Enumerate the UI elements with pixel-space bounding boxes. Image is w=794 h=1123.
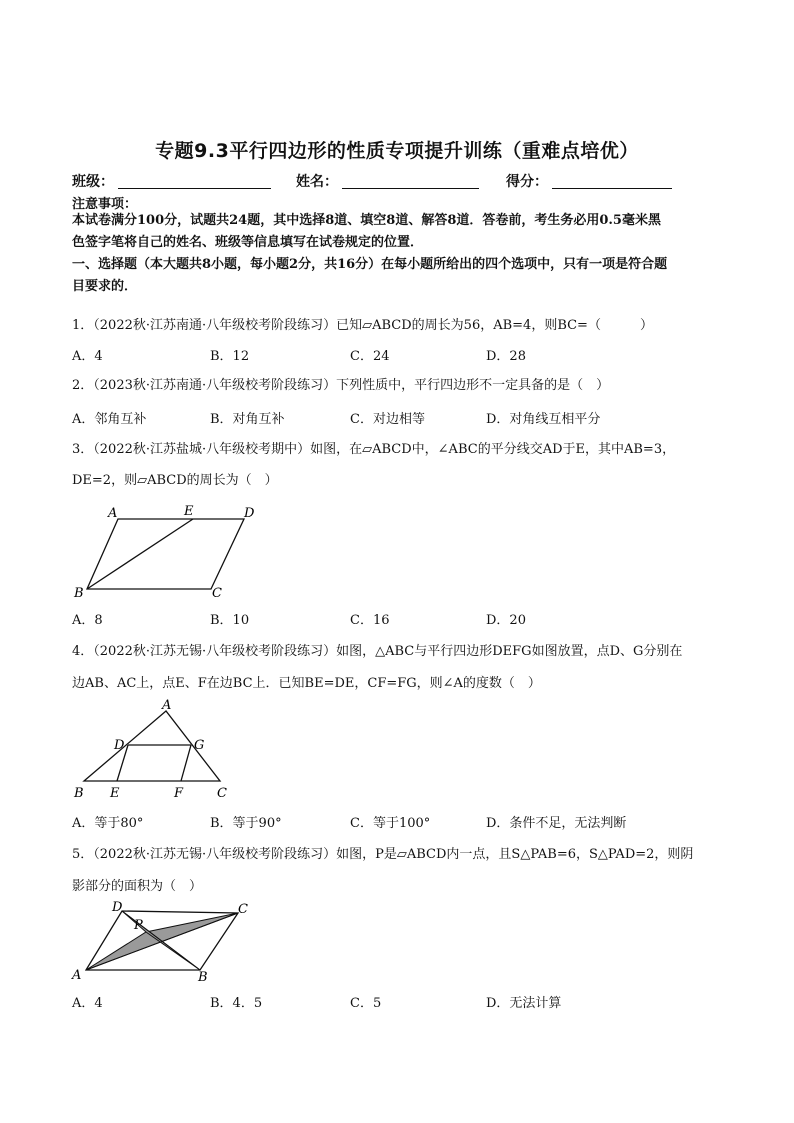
q2-option-b[interactable]: B．对角互补 [210,412,285,427]
q3-option-d[interactable]: D．20 [486,613,526,628]
question-4-figure [70,697,240,805]
q3-label-c: C [212,586,222,600]
q4-option-d[interactable]: D．条件不足，无法判断 [486,816,627,831]
notice-heading: 注意事项： [72,197,138,212]
question-3-line-2: DE=2，则▱ABCD的周长为（ ） [72,473,278,488]
name-blank[interactable] [342,188,479,189]
q5-label-p: P [134,918,143,933]
notice-line-1: 本试卷满分100分，试题共24题，其中选择8道、填空8道、解答8道．答卷前，考生务必用0.5毫米黑 [72,213,661,228]
q1-option-b[interactable]: B．12 [210,349,250,364]
question-2-options [72,408,732,428]
question-5-figure [66,897,266,987]
q2-option-c[interactable]: C．对边相等 [350,412,425,427]
section-line-1: 一、选择题（本大题共8小题，每小题2分，共16分）在每小题所给出的四个选项中，只有一项是符合题 [72,257,668,272]
q2-option-a[interactable]: A．邻角互补 [72,412,147,427]
question-2-text: 2．（2023秋·江苏南通·八年级校考阶段练习）下列性质中，平行四边形不一定具备的是（ ） [72,378,610,393]
question-5-options [72,992,732,1012]
question-3-line-1: 3．（2022秋·江苏盐城·八年级校考期中）如图，在▱ABCD中，∠ABC的平分线交AD于E，其中AB=3， [72,442,676,457]
question-4-line-1: 4．（2022秋·江苏无锡·八年级校考阶段练习）如图，△ABC与平行四边形DEFG如图放置，点D、G分别在 [72,644,683,659]
q5-label-b: B [198,970,208,985]
q4-label-c: C [217,786,227,801]
question-3-options [72,609,732,629]
question-1-text: 1．（2022秋·江苏南通·八年级校考阶段练习）已知▱ABCD的周长为56，AB=4，则BC=（ ） [72,318,653,333]
q3-option-a[interactable]: A．8 [72,613,103,628]
question-5-line-2: 影部分的面积为（ ） [72,879,203,894]
segment-gf [181,745,191,781]
q3-label-d: D [244,506,255,521]
q5-label-c: C [238,902,248,917]
parallelogram-abcd [87,519,244,589]
question-1-options [72,345,732,365]
score-label: 得分： [506,174,548,190]
q2-option-d[interactable]: D．对角线互相平分 [486,412,601,427]
q4-option-c[interactable]: C．等于100° [350,816,431,831]
q4-label-g: G [194,738,205,753]
question-3-figure [70,500,270,600]
question-5-line-1: 5．（2022秋·江苏无锡·八年级校考阶段练习）如图，P是▱ABCD内一点，且S△PAB=6，S△PAD=2，则阴 [72,847,694,862]
q3-label-a: A [108,506,118,521]
q4-label-a: A [162,698,172,713]
q5-option-d[interactable]: D．无法计算 [486,996,562,1011]
q1-option-a[interactable]: A．4 [72,349,103,364]
q1-option-c[interactable]: C．24 [350,349,390,364]
q3-label-e: E [184,504,194,519]
q5-option-b[interactable]: B．4．5 [210,996,263,1011]
name-label: 姓名： [296,174,338,190]
q3-option-c[interactable]: C．16 [350,613,390,628]
q4-label-e: E [110,786,120,801]
notice-line-2: 色签字笔将自己的姓名、班级等信息填写在试卷规定的位置． [72,235,424,250]
q1-option-d[interactable]: D．28 [486,349,526,364]
page-title: 专题9.3平行四边形的性质专项提升训练（重难点培优） [155,140,639,162]
q4-label-b: B [74,786,84,801]
q5-option-a[interactable]: A．4 [72,996,103,1011]
q5-label-a: A [72,968,82,983]
question-4-options [72,812,732,832]
q5-option-c[interactable]: C．5 [350,996,382,1011]
class-label: 班级： [72,174,114,190]
q4-option-a[interactable]: A．等于80° [72,816,144,831]
q3-label-b: B [74,586,84,600]
q4-label-d: D [114,738,125,753]
q5-label-d: D [112,900,123,915]
score-blank[interactable] [552,188,672,189]
question-4-line-2: 边AB、AC上，点E、F在边BC上．已知BE=DE，CF=FG，则∠A的度数（ ） [72,676,541,691]
q4-label-f: F [174,786,184,801]
q3-option-b[interactable]: B．10 [210,613,250,628]
section-line-2: 目要求的． [72,279,138,294]
q4-option-b[interactable]: B．等于90° [210,816,282,831]
class-blank[interactable] [118,188,271,189]
